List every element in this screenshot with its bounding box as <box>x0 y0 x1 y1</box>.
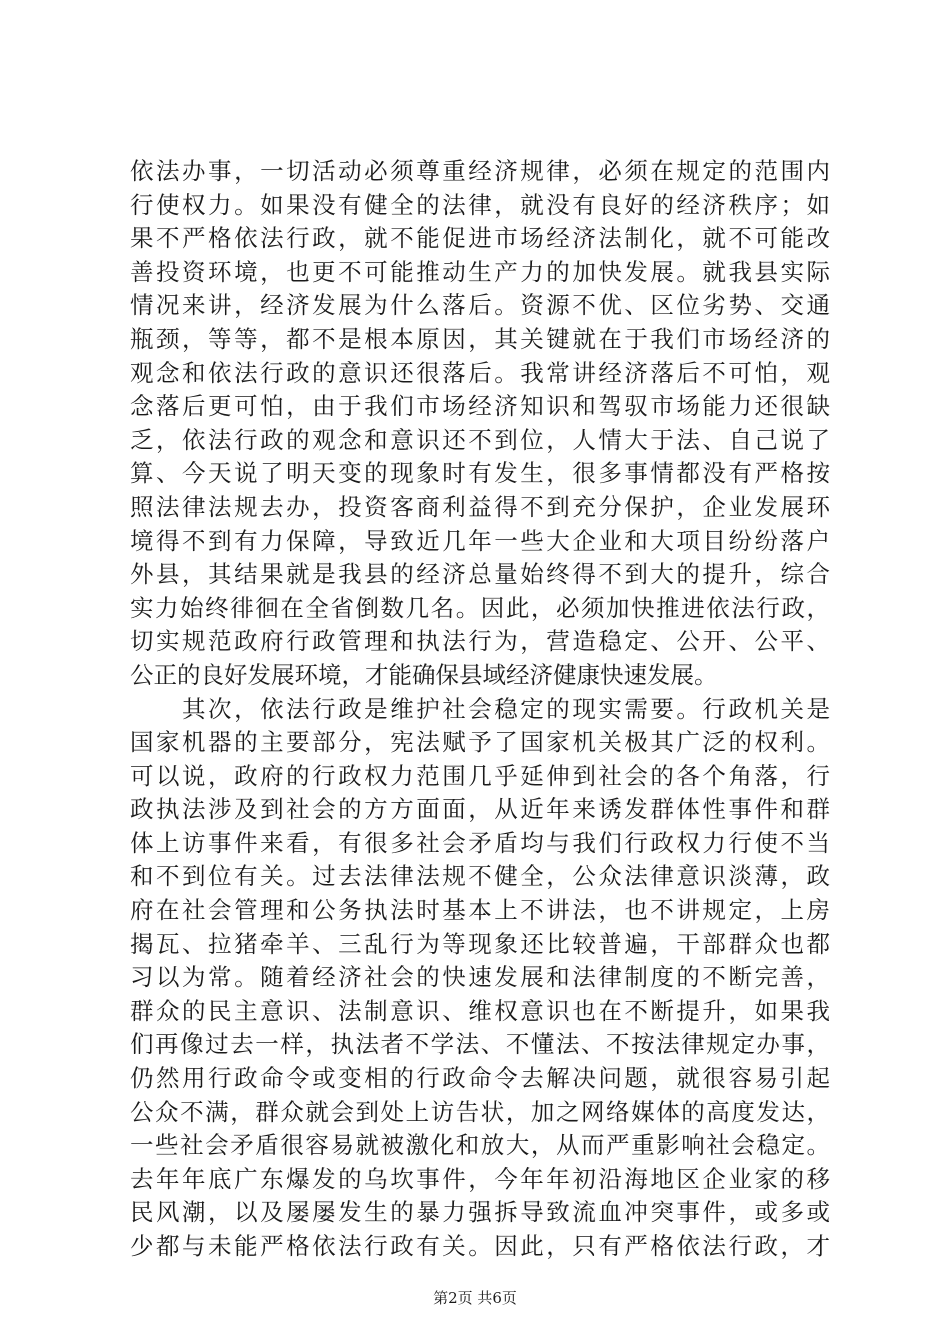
text-line: 果不严格依法行政，就不能促进市场经济法制化，就不可能改 <box>130 224 830 253</box>
text-line: 其次，依法行政是维护社会稳定的现实需要。行政机关是 <box>130 694 830 723</box>
text-line: 国家机器的主要部分，宪法赋予了国家机关极其广泛的权利。 <box>130 728 830 757</box>
text-line: 善投资环境，也更不可能推动生产力的加快发展。就我县实际 <box>130 257 830 286</box>
text-line: 政执法涉及到社会的方方面面，从近年来诱发群体性事件和群 <box>130 795 830 824</box>
text-line: 体上访事件来看，有很多社会矛盾均与我们行政权力行使不当 <box>130 828 830 857</box>
text-line: 观念和依法行政的意识还很落后。我常讲经济落后不可怕，观 <box>130 358 830 387</box>
text-line: 公众不满，群众就会到处上访告状，加之网络媒体的高度发达， <box>130 1097 830 1126</box>
text-line: 念落后更可怕，由于我们市场经济知识和驾驭市场能力还很缺 <box>130 392 830 421</box>
text-line: 照法律法规去办，投资客商利益得不到充分保护，企业发展环 <box>130 492 830 521</box>
text-line: 可以说，政府的行政权力范围几乎延伸到社会的各个角落，行 <box>130 761 830 790</box>
text-line: 仍然用行政命令或变相的行政命令去解决问题，就很容易引起 <box>130 1064 830 1093</box>
text-line: 民风潮，以及屡屡发生的暴力强拆导致流血冲突事件，或多或 <box>130 1198 830 1227</box>
text-line: 群众的民主意识、法制意识、维权意识也在不断提升，如果我 <box>130 996 830 1025</box>
page-footer <box>0 1288 950 1308</box>
text-line: 们再像过去一样，执法者不学法、不懂法、不按法律规定办事， <box>130 1030 830 1059</box>
text-line: 习以为常。随着经济社会的快速发展和法律制度的不断完善， <box>130 963 830 992</box>
text-line: 外县，其结果就是我县的经济总量始终得不到大的提升，综合 <box>130 560 830 589</box>
text-line: 实力始终徘徊在全省倒数几名。因此，必须加快推进依法行政， <box>130 593 830 622</box>
text-line: 乏，依法行政的观念和意识还不到位，人情大于法、自己说了 <box>130 425 830 454</box>
text-line: 少都与未能严格依法行政有关。因此，只有严格依法行政，才 <box>130 1232 830 1260</box>
text-line: 和不到位有关。过去法律法规不健全，公众法律意识淡薄，政 <box>130 862 830 891</box>
text-line: 行使权力。如果没有健全的法律，就没有良好的经济秩序；如 <box>130 190 830 219</box>
text-line: 公正的良好发展环境，才能确保县域经济健康快速发展。 <box>130 660 718 689</box>
text-line: 切实规范政府行政管理和执法行为，营造稳定、公开、公平、 <box>130 627 830 656</box>
text-line: 算、今天说了明天变的现象时有发生，很多事情都没有严格按 <box>130 459 830 488</box>
text-line: 境得不到有力保障，导致近几年一些大企业和大项目纷纷落户 <box>130 526 830 555</box>
page-number-label: 第2页 共6页 <box>433 1289 517 1307</box>
text-line: 瓶颈，等等，都不是根本原因，其关键就在于我们市场经济的 <box>130 324 830 353</box>
text-line: 一些社会矛盾很容易就被激化和放大，从而严重影响社会稳定。 <box>130 1131 830 1160</box>
text-line: 依法办事，一切活动必须尊重经济规律，必须在规定的范围内 <box>130 157 830 185</box>
body-text <box>130 155 830 1264</box>
text-line: 揭瓦、拉猪牵羊、三乱行为等现象还比较普遍，干部群众也都 <box>130 929 830 958</box>
text-line: 府在社会管理和公务执法时基本上不讲法，也不讲规定，上房 <box>130 896 830 925</box>
text-line: 去年年底广东爆发的乌坎事件，今年年初沿海地区企业家的移 <box>130 1164 830 1193</box>
text-line: 情况来讲，经济发展为什么落后。资源不优、区位劣势、交通 <box>130 291 830 320</box>
